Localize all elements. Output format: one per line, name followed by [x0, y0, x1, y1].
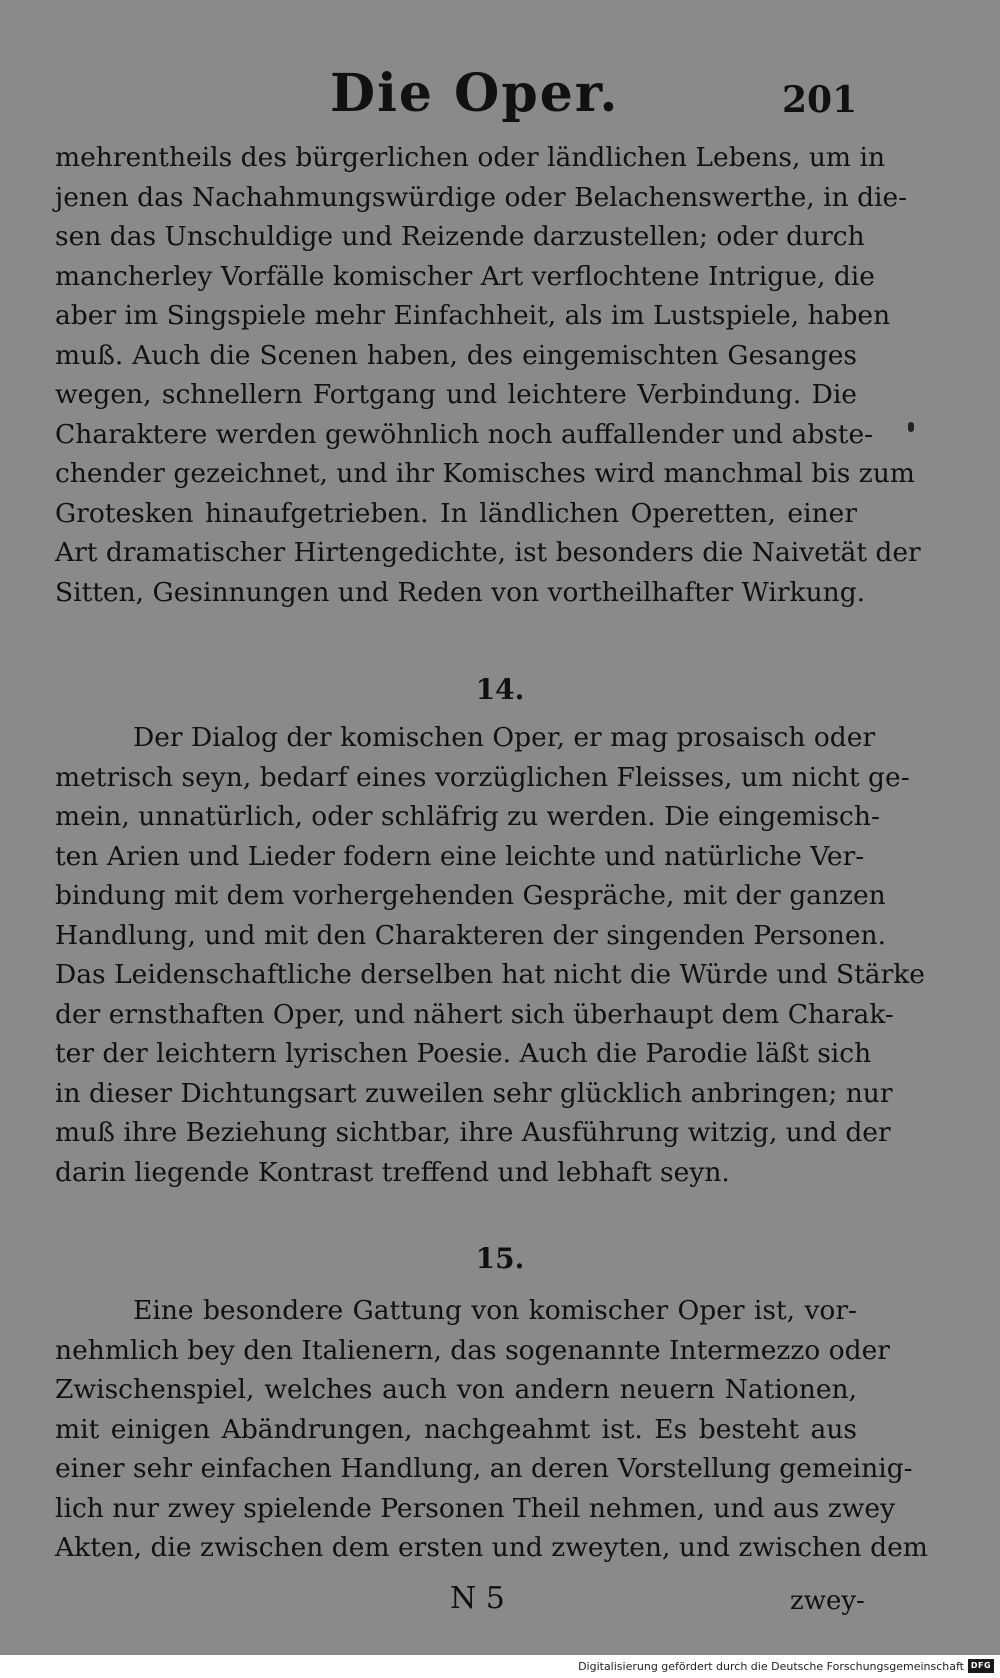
text-line: Das Leidenschaftliche derselben hat nicht die Würde und Stärke [55, 959, 925, 990]
text-line: nehmlich bey den Italienern, das sogenannte Intermezzo oder [55, 1334, 890, 1366]
text-line: wegen, schnellern Fortgang und leichtere Verbindung. Die [55, 379, 857, 410]
text-line: Zwischenspiel, welches auch von andern neuern Nationen, [55, 1374, 857, 1405]
page-header [0, 62, 1000, 142]
page-number: 201 [782, 79, 858, 121]
text-line: mancherley Vorfälle komischer Art verflochtene Intrigue, die [55, 260, 875, 292]
paragraph-continued [55, 138, 921, 612]
text-line: sen das Unschuldige und Reizende darzustellen; oder durch [55, 221, 865, 252]
catchword: zwey- [790, 1586, 865, 1616]
funding-credit: Digitalisierung gefördert durch die Deutsche Forschungsgemeinschaft [578, 1660, 964, 1673]
paragraph-section-15 [55, 1291, 928, 1568]
text-line: in dieser Dichtungsart zuweilen sehr glücklich anbringen; nur [55, 1077, 893, 1109]
ink-speck [908, 422, 914, 432]
text-line: lich nur zwey spielende Personen Theil nehmen, und aus zwey [55, 1492, 896, 1524]
text-line: ter der leichtern lyrischen Poesie. Auch die Parodie läßt sich [55, 1038, 872, 1069]
text-line: Grotesken hinaufgetrieben. In ländlichen Operetten, einer [55, 497, 857, 529]
text-line: Eine besondere Gattung von komischer Oper ist, vor- [133, 1295, 857, 1326]
running-title: Die Oper. [330, 63, 620, 124]
text-line: jenen das Nachahmungswürdige oder Belachenswerthe, in die- [55, 181, 908, 213]
text-line: mehrentheils des bürgerlichen oder ländlichen Lebens, um in [55, 142, 886, 173]
text-line: darin liegende Kontrast treffend und lebhaft seyn. [55, 1156, 730, 1188]
text-line: aber im Singspiele mehr Einfachheit, als im Lustspiele, haben [55, 300, 891, 331]
text-line: einer sehr einfachen Handlung, an deren Vorstellung gemeinig- [55, 1453, 913, 1484]
digitization-footer [0, 1655, 1000, 1678]
text-line: Handlung, und mit den Charakteren der singenden Personen. [55, 919, 887, 951]
text-line: mit einigen Abändrungen, nachgeahmt ist. Es besteht aus [55, 1413, 857, 1445]
text-line: Akten, die zwischen dem ersten und zweyten, und zwischen dem [55, 1532, 928, 1563]
text-line: metrisch seyn, bedarf eines vorzüglichen Fleisses, um nicht ge- [55, 761, 910, 793]
text-line: Charaktere werden gewöhnlich noch auffallender und abste- [55, 418, 874, 450]
text-line: Der Dialog der komischen Oper, er mag prosaisch oder [133, 722, 876, 753]
text-line: Art dramatischer Hirtengedichte, ist besonders die Naivetät der [55, 537, 921, 568]
text-line: der ernsthaften Oper, und nähert sich überhaupt dem Charak- [55, 998, 894, 1030]
text-line: bindung mit dem vorhergehenden Gespräche, mit der ganzen [55, 880, 886, 911]
text-line: muß ihre Beziehung sichtbar, ihre Ausführung witzig, und der [55, 1117, 891, 1148]
text-line: ten Arien und Lieder fodern eine leichte und natürliche Ver- [55, 840, 865, 872]
text-line: mein, unnatürlich, oder schläfrig zu werden. Die eingemisch- [55, 801, 880, 832]
paragraph-section-14 [55, 718, 925, 1192]
dfg-logo-icon: DFG [968, 1659, 994, 1673]
text-line: chender gezeichnet, und ihr Komisches wird manchmal bis zum [55, 458, 915, 489]
signature-mark: N 5 [450, 1581, 505, 1616]
text-line: Sitten, Gesinnungen und Reden von vortheilhafter Wirkung. [55, 576, 866, 608]
section-number-14: 14. [475, 673, 525, 706]
text-line: muß. Auch die Scenen haben, des eingemischten Gesanges [55, 339, 857, 371]
section-number-15: 15. [475, 1242, 525, 1275]
